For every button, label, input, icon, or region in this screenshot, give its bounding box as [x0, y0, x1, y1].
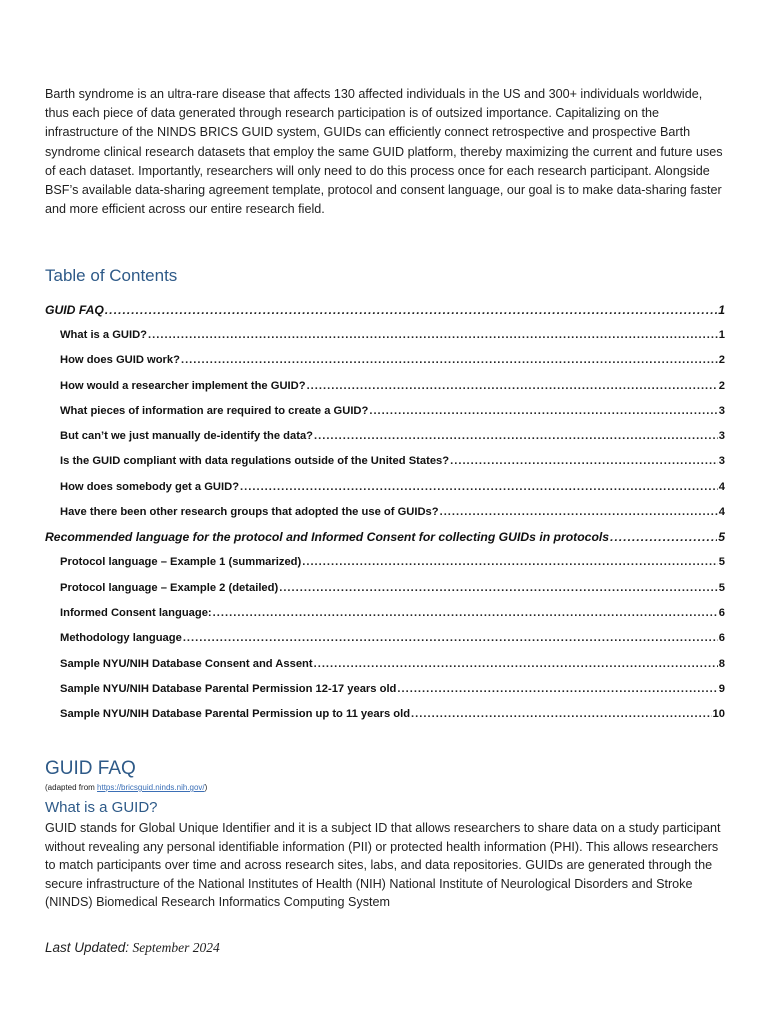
toc-entry-label: Sample NYU/NIH Database Parental Permission 12-17 years old: [60, 682, 397, 695]
toc-entry[interactable]: [45, 298, 725, 323]
toc-entry[interactable]: [45, 500, 725, 525]
toc-entry-label: How does GUID work?: [60, 354, 180, 367]
toc-entry-page: 6: [718, 606, 725, 619]
toc-entry-label: GUID FAQ: [45, 303, 104, 317]
toc-entry-page: 9: [718, 682, 725, 695]
toc-entry-page: 3: [718, 455, 725, 468]
toc-entry[interactable]: [45, 449, 725, 474]
toc-entry-label: How would a researcher implement the GUID?: [60, 379, 306, 392]
toc-entry-label: Protocol language – Example 1 (summarized): [60, 556, 302, 569]
toc-leader-dots: [440, 500, 718, 525]
toc-entry-label: Sample NYU/NIH Database Parental Permission up to 11 years old: [60, 708, 411, 721]
toc-leader-dots: [279, 576, 718, 601]
toc-entry-label: Have there been other research groups that adopted the use of GUIDs?: [60, 506, 439, 519]
toc-entry-label: Is the GUID compliant with data regulations outside of the United States?: [60, 455, 450, 468]
toc-leader-dots: [307, 374, 718, 399]
toc-heading: Table of Contents: [45, 266, 178, 285]
toc-entry[interactable]: [45, 374, 725, 399]
adapted-note: [45, 783, 207, 792]
faq-heading: GUID FAQ: [45, 758, 136, 779]
toc-entry-page: 2: [718, 379, 725, 392]
toc-entry[interactable]: [45, 576, 725, 601]
toc-entry-page: 4: [718, 506, 725, 519]
toc-entry-page: 4: [718, 480, 725, 493]
toc-entry[interactable]: [45, 475, 725, 500]
toc-entry-page: 1: [718, 329, 725, 341]
toc-entry[interactable]: [45, 525, 725, 550]
toc-entry-label: Recommended language for the protocol and Informed Consent for collecting GUIDs in protocols: [45, 530, 610, 545]
toc-entry-page: 1: [718, 303, 725, 317]
toc-entry[interactable]: [45, 601, 725, 626]
toc-leader-dots: [314, 424, 718, 449]
toc-entry-page: 8: [718, 657, 725, 670]
toc-entry-label: Methodology language: [60, 632, 182, 645]
toc-entry-page: 10: [712, 708, 725, 721]
toc-entry[interactable]: [45, 550, 725, 575]
toc-entry-label: Sample NYU/NIH Database Consent and Assent: [60, 657, 313, 670]
footer-date: September 2024: [132, 940, 220, 955]
toc-entry-label: What pieces of information are required to create a GUID?: [60, 404, 369, 417]
toc-leader-dots: [314, 652, 718, 677]
toc-entry-page: 6: [718, 632, 725, 645]
toc-entry[interactable]: [45, 702, 725, 727]
section-heading-what-is-guid: What is a GUID?: [45, 799, 158, 816]
toc-leader-dots: [450, 449, 718, 474]
toc-entry-label: What is a GUID?: [60, 329, 148, 341]
toc-entry[interactable]: [45, 652, 725, 677]
toc-entry-label: Protocol language – Example 2 (detailed): [60, 581, 279, 594]
toc-leader-dots: [148, 323, 718, 348]
toc-leader-dots: [105, 298, 717, 323]
toc-entry-page: 3: [718, 430, 725, 443]
toc-leader-dots: [302, 550, 718, 575]
table-of-contents: [45, 298, 725, 727]
footer-last-updated: [45, 940, 220, 956]
toc-leader-dots: [183, 626, 718, 651]
toc-entry[interactable]: [45, 323, 725, 348]
faq-body-paragraph: GUID stands for Global Unique Identifier and it is a subject ID that allows researchers to share data on a study participant without revealing any personal identifiable information (PII) or protected health information (PHI). This allows researchers to match participants over time and across research sites, labs, and data repositories. GUIDs are generated through the secure infrastructure of the National Institutes of Health (NIH) National Institute of Neurological Disorders and Stroke (NINDS) Biomedical Research Informatics Computing System: [45, 821, 721, 909]
toc-entry-page: 5: [718, 530, 725, 545]
intro-paragraph: Barth syndrome is an ultra-rare disease that affects 130 affected individuals in the US and 300+ individuals worldwide, thus each piece of data generated through research participation is of outsized importance. Capitalizing on the infrastructure of the NINDS BRICS GUID system, GUIDs can efficiently connect retrospective and prospective Barth syndrome clinical research datasets that employ the same GUID platform, thereby maximizing the current and future uses of each dataset. Importantly, researchers will only need to do this process once for each research participant. Alongside BSF’s available data-sharing agreement template, protocol and consent language, our goal is to make data-sharing faster and more efficient across our entire research field.: [45, 87, 723, 217]
toc-entry[interactable]: [45, 424, 725, 449]
toc-leader-dots: [240, 475, 718, 500]
toc-leader-dots: [397, 677, 717, 702]
toc-leader-dots: [610, 525, 717, 550]
adapted-suffix: ): [204, 783, 208, 792]
toc-leader-dots: [213, 601, 718, 626]
toc-entry-page: 5: [718, 581, 725, 594]
toc-entry-page: 5: [718, 556, 725, 569]
toc-entry-label: But can’t we just manually de-identify the data?: [60, 430, 313, 443]
source-link[interactable]: https://bricsguid.ninds.nih.gov/: [97, 783, 205, 792]
toc-leader-dots: [181, 348, 718, 373]
toc-entry-page: 2: [718, 354, 725, 367]
adapted-prefix: (adapted from: [45, 783, 98, 792]
footer-label: Last Updated:: [45, 940, 130, 955]
toc-entry-label: How does somebody get a GUID?: [60, 480, 240, 493]
toc-leader-dots: [369, 399, 717, 424]
toc-entry[interactable]: [45, 399, 725, 424]
toc-entry[interactable]: [45, 626, 725, 651]
toc-entry[interactable]: [45, 348, 725, 373]
toc-entry[interactable]: [45, 677, 725, 702]
toc-entry-page: 3: [718, 404, 725, 417]
toc-entry-label: Informed Consent language:: [60, 606, 212, 619]
toc-leader-dots: [411, 702, 712, 727]
